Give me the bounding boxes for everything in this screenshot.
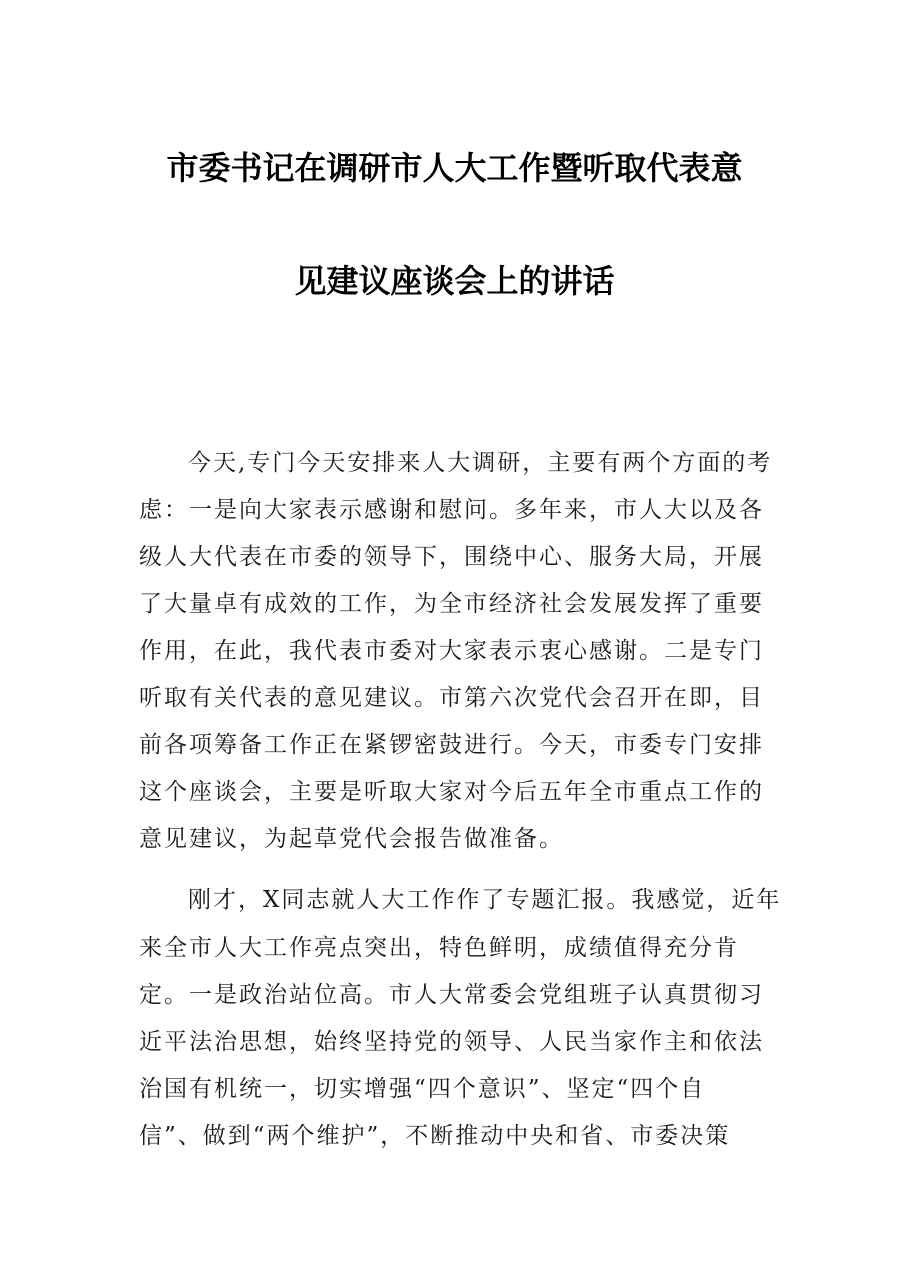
paragraph-line: 来全市人大工作亮点突出，特色鲜明，成绩值得充分肯 xyxy=(139,935,739,961)
paragraph-line: 这个座谈会，主要是听取大家对今后五年全市重点工作的 xyxy=(139,779,764,805)
paragraph-line: 听取有关代表的意见建议。市第六次党代会召开在即，目 xyxy=(139,685,764,711)
paragraph-line: 作用，在此，我代表市委对大家表示衷心感谢。二是专门 xyxy=(139,638,764,664)
paragraph-line: 虑：一是向大家表示感谢和慰问。多年来，市人大以及各 xyxy=(139,497,764,523)
paragraph-line: 信”、做到“两个维护”，不断推动中央和省、市委决策 xyxy=(139,1123,731,1149)
paragraph-line: 意见建议，为起草党代会报告做准备。 xyxy=(139,826,564,852)
paragraph-line: 治国有机统一，切实增强“四个意识”、坚定“四个自 xyxy=(139,1076,706,1102)
document-title-line-2: 见建议座谈会上的讲话 xyxy=(294,262,615,300)
paragraph-line: 近平法治思想，始终坚持党的领导、人民当家作主和依法 xyxy=(139,1029,764,1055)
paragraph-line: 定。一是政治站位高。市人大常委会党组班子认真贯彻习 xyxy=(139,982,764,1008)
document-title-line-1: 市委书记在调研市人大工作暨听取代表意 xyxy=(166,149,743,187)
paragraph-line: 了大量卓有成效的工作，为全市经济社会发展发挥了重要 xyxy=(139,591,764,617)
paragraph-line: 今天,专门今天安排来人大调研，主要有两个方面的考 xyxy=(188,450,773,476)
paragraph-line: 前各项筹备工作正在紧锣密鼓进行。今天，市委专门安排 xyxy=(139,732,764,758)
paragraph-line: 级人大代表在市委的领导下，围绕中心、服务大局，开展 xyxy=(139,544,764,570)
paragraph-line: 刚才，X同志就人大工作作了专题汇报。我感觉，近年 xyxy=(188,887,782,913)
